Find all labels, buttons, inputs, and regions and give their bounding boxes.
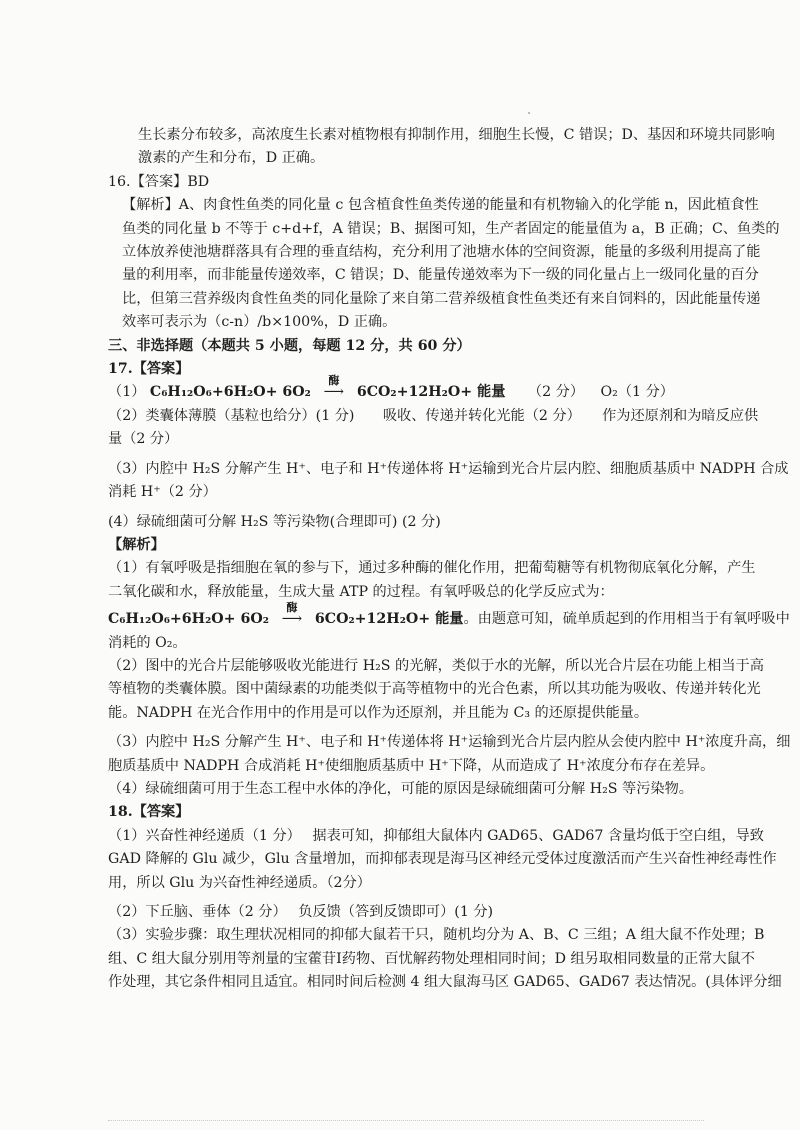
- text-line: (4）绿硫细菌可分解 H₂S 等污染物(合理即可) (2 分): [108, 513, 441, 530]
- enzyme-label: 酶: [286, 601, 298, 615]
- text-line: 能。NADPH 在光合作用中的作用是可以作为还原剂，并且能为 C₃ 的还原提供能量。: [108, 704, 649, 721]
- text-line: （3）内腔中 H₂S 分解产生 H⁺、电子和 H⁺传递体将 H⁺运输到光合片层内腔、细胞质基质中 NADPH 合成: [108, 460, 789, 477]
- text-line: 三、非选择题（本题共 5 小题，每题 12 分，共 60 分）: [108, 337, 471, 354]
- text-line: 胞质基质中 NADPH 合成消耗 H⁺使细胞质基质中 H⁺下降，从而造成了 H⁺浓度分布存在差异。: [108, 757, 715, 774]
- text-line: 激素的产生和分布，D 正确。: [138, 150, 325, 167]
- text-line: 二氧化碳和水，释放能量，生成大量 ATP 的过程。有氧呼吸总的化学反应式为：: [108, 583, 614, 600]
- text-line: 鱼类的同化量 b 不等于 c+d+f，A 错误；B、据图可知，生产者固定的能量值为 a，B 正确；C、鱼类的: [122, 220, 780, 237]
- text-line: 效率可表示为（c-n）/b×100%，D 正确。: [122, 314, 397, 331]
- equation-reactants: C₆H₁₂O₆+6H₂O+ 6O₂: [149, 384, 311, 401]
- text-line: （4）绿硫细菌可用于生态工程中水体的净化，可能的原因是绿硫细菌可分解 H₂S 等污染物。: [108, 780, 693, 797]
- text-line: 比，但第三营养级肉食性鱼类的同化量除了来自第二营养级植食性鱼类还有来自饲料的，因此能量传递: [122, 290, 761, 307]
- text-line: （3）实验步骤：取生理状况相同的抑郁大鼠若干只，随机均分为 A、B、C 三组；A 组大鼠不作处理；B: [108, 927, 765, 944]
- text-line: 18.【答案】: [108, 804, 190, 821]
- scan-speck: [528, 112, 530, 114]
- text-line: （1）有氧呼吸是指细胞在氧的参与下，通过多种酶的催化作用，把葡萄糖等有机物彻底氧化分解，产生: [108, 560, 756, 577]
- text-line: 生长素分布较多，高浓度生长素对植物根有抑制作用，细胞生长慢，C 错误；D、基因和环境共同影响: [138, 127, 775, 143]
- text-line: GAD 降解的 Glu 减少，Glu 含量增加，而抑郁表现是海马区神经元受体过度激活而产生兴奋性神经毒性作: [108, 851, 777, 868]
- text-line: 立体放养使池塘群落具有合理的垂直结构，充分利用了池塘水体的空间资源，能量的多级利用提高了能: [122, 244, 761, 261]
- text-line: （3）内腔中 H₂S 分解产生 H⁺、电子和 H⁺传递体将 H⁺运输到光合片层内腔从会使内腔中 H⁺浓度升高，细: [108, 734, 791, 751]
- item-label: （1）: [108, 384, 146, 401]
- equation-products: 6CO₂+12H₂O+ 能量: [314, 611, 464, 628]
- text-line: （2）图中的光合片层能够吸收光能进行 H₂S 的光解，类似于水的光解，所以光合片层在功能上相当于高: [108, 657, 764, 674]
- text-line: 作处理，其它条件相同且适宜。相同时间后检测 4 组大鼠海马区 GAD65、GAD67 表达情况。(具体评分细: [108, 974, 782, 991]
- equation-tail-text: 。由题意可知，硫单质起到的作用相当于有氧呼吸中: [463, 611, 790, 628]
- reaction-arrow: 酶 ⟶: [269, 608, 315, 631]
- reaction-arrow: 酶 ⟶: [311, 381, 357, 404]
- score-note: （2 分）: [527, 384, 585, 401]
- text-block-analysis-18: [108, 632, 791, 995]
- equation-line-analysis: [108, 601, 790, 631]
- equation-reactants: C₆H₁₂O₆+6H₂O+ 6O₂: [108, 611, 269, 628]
- text-line: 等植物的类囊体膜。图中菌绿素的功能类似于高等植物中的光合色素，所以其功能为吸收、传递并转化光: [108, 681, 761, 698]
- text-line: 组、C 组大鼠分别用等剂量的宝藿苷Ⅰ药物、百忧解药物处理相同时间；D 组另取相同数量的正常大鼠不: [108, 950, 755, 967]
- text-line: （1）兴奋性神经递质（1 分） 据表可知，抑郁组大鼠体内 GAD65、GAD67 含量均低于空白组，导致: [108, 827, 764, 844]
- equation-products: 6CO₂+12H₂O+ 能量: [356, 384, 506, 401]
- text-line: 用，所以 Glu 为兴奋性神经递质。（2分）: [108, 874, 371, 891]
- text-line: 16.【答案】BD: [108, 173, 210, 190]
- text-line: 量的利用率，而非能量传递效率，C 错误；D、能量传递效率为下一级的同化量占上一级同化量的百分: [122, 267, 759, 284]
- text-line: 量（2 分）: [108, 431, 179, 448]
- text-block-16: [108, 124, 780, 381]
- extra-answer: O₂（1 分）: [600, 384, 674, 401]
- footer-divider: [108, 1120, 704, 1121]
- text-line: 【解析】A、肉食性鱼类的同化量 c 包含植食性鱼类传递的能量和有机物输入的化学能 n，因此植食性: [122, 197, 759, 214]
- text-block-17-answers: [108, 405, 789, 604]
- equation-line-answer: [108, 374, 704, 404]
- text-line: （2）下丘脑、垂体（2 分） 负反馈（答到反馈即可）(1 分): [108, 904, 494, 920]
- text-line: 【解析】: [108, 536, 165, 553]
- text-line: 消耗 H⁺（2 分）: [108, 484, 217, 501]
- text-line: （2）类囊体薄膜（基粒也给分）(1 分) 吸收、传递并转化光能（2 分） 作为还原剂和为暗反应供: [108, 407, 759, 424]
- text-line: 17.【答案】: [108, 361, 190, 378]
- text-line: 消耗的 O₂。: [108, 634, 187, 651]
- enzyme-label: 酶: [328, 374, 340, 388]
